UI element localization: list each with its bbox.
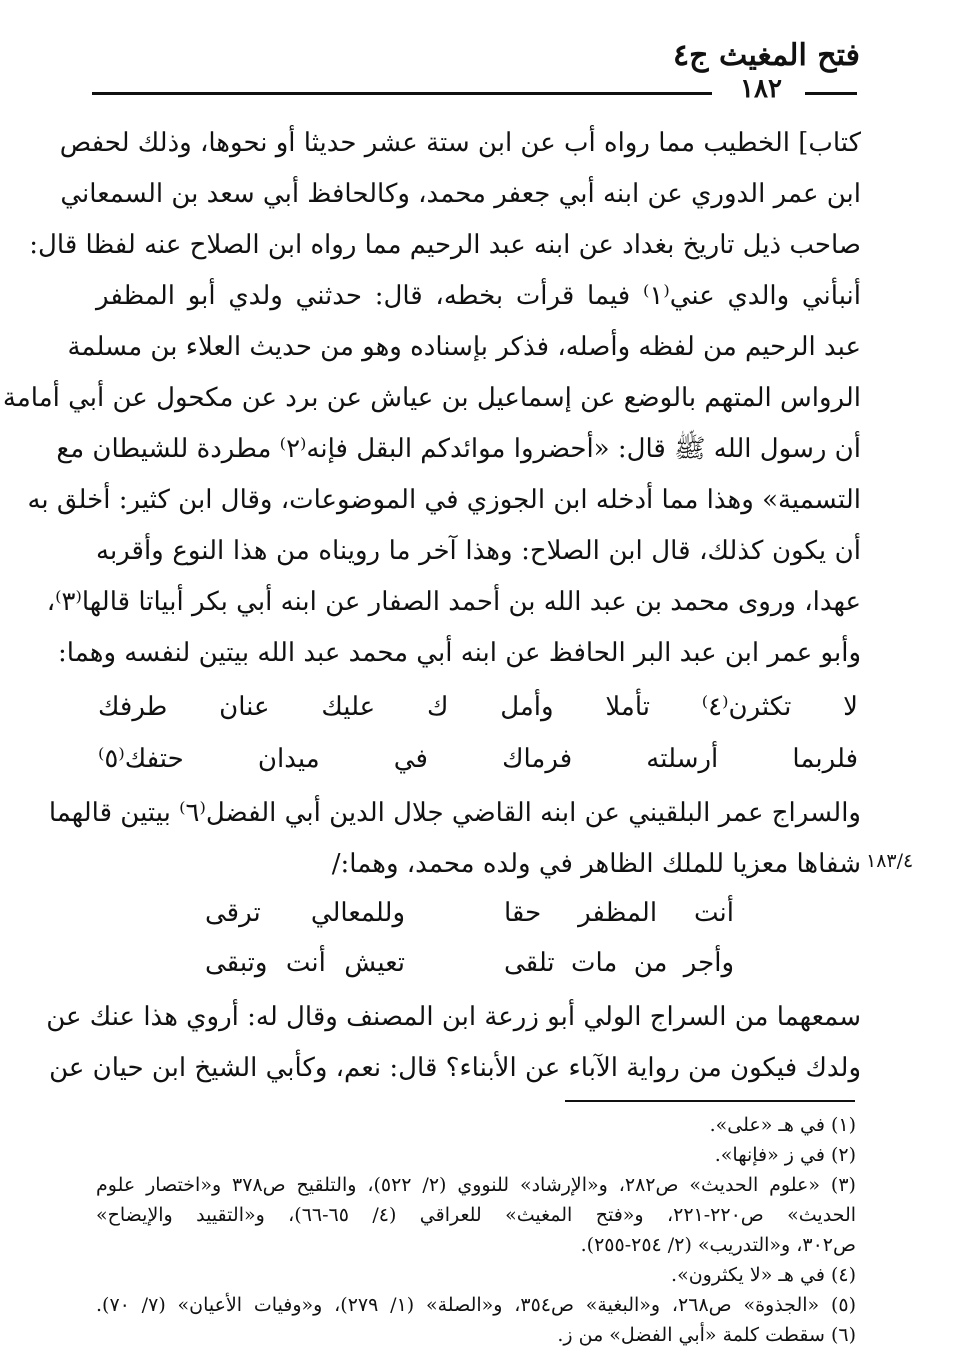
poem-verse: فلربما أرسلته فرماك في ميدان حتفك⁽٥⁾ [98,744,858,774]
body-line: كتاب] الخطيب مما رواه أب عن ابن ستة عشر حديثا أو نحوها، وذلك لحفص [59,128,861,158]
footnote: (٢) في ز «فإنها». [714,1144,856,1166]
footnote: (٥) «الجذوة» ص٢٦٨، و«البغية» ص٣٥٤، و«الصلة» (١/ ٢٧٩)، و«وفيات الأعيان» (٧/ ٧٠). [96,1294,856,1316]
footnote: الحديث» ص٢٢٠-٢٢١، و«فتح المغيث» للعراقي (٤/ ٦٥-٦٦)، و«التقييد والإيضاح» [96,1204,857,1226]
poem-verse: لا تكثرن⁽٤⁾ تأملا وأمل ك عليك عنان طرفك [98,692,858,722]
verse-hemistich-left: وللمعالي ترقى [205,898,405,928]
body-line: والسراج عمر البلقيني عن ابنه القاضي جلال الدين أبي الفضل⁽٦⁾ بيتين قالهما [48,798,861,828]
body-line: صاحب ذيل تاريخ بغداد عن ابنه عبد الرحيم مما رواه ابن الصلاح عنه لفظا قال: [29,230,861,260]
body-line: التسمية» وهذا مما أدخله ابن الجوزي في الموضوعات، وقال ابن كثير: أخلق به [27,485,861,515]
verse-hemistich-left: تعيش أنت وتبقى [205,948,405,978]
body-line: ولدك فيكون من رواية الآباء عن الأبناء؟ قال: نعم، وكأبي الشيخ ابن حيان عن [49,1053,861,1083]
body-line: أن رسول الله ﷺ قال: «أحضروا موائدكم البقل فإنه⁽٢⁾ مطردة للشيطان مع [56,434,861,464]
footnote: ص٣٠٢، و«التدريب» (٢/ ٢٥٤-٢٥٥). [580,1234,856,1256]
verse-hemistich-right: أنت المظفر حقا [504,898,734,928]
header-rule-right [805,92,857,95]
body-line: ابن عمر الدوري عن ابنه أبي جعفر محمد، وكالحافظ أبي سعد بن السمعاني [60,179,861,209]
margin-reference: ١٨٣/٤ [866,850,914,872]
body-line: وأبو عمر ابن عبد البر الحافظ عن ابنه أبي محمد عبد الله بيتين لنفسه وهما: [58,638,861,668]
header-rule [92,92,712,95]
body-line: شفاها معزيا للملك الظاهر في ولده محمد، وهما:/ [331,849,861,879]
running-title: فتح المغيث ج٤ [673,38,860,73]
footnote: (٣) «علوم الحديث» ص٢٨٢، و«الإرشاد» للنووي (٢/ ٥٢٢)، والتلقيح ص٣٧٨ و«اختصار علوم [96,1174,856,1196]
body-line: عهدا، وروى محمد بن عبد الله بن أحمد الصفار عن ابنه أبي بكر أبياتا قالها⁽٣⁾، [46,587,861,617]
page-number: ١٨٢ [740,74,782,104]
body-line: الرواس المتهم بالوضع عن إسماعيل بن عياش عن برد عن مكحول عن أبي أمامة [2,383,861,413]
footnote: (١) في هـ «على». [709,1114,856,1136]
body-line: سمعهما من السراج الولي أبو زرعة ابن المصنف وقال له: أروي هذا عنك عن [46,1002,861,1032]
footnote: (٦) سقطت كلمة «أبي الفضل» من ز. [557,1324,856,1346]
footnote-separator [565,1100,855,1102]
verse-hemistich-right: وأجر من مات تلقى [504,948,734,978]
body-line: أن يكون كذلك، قال ابن الصلاح: وهذا آخر ما رويناه من هذا النوع وأقربه [96,536,861,566]
body-line: عبد الرحيم من لفظه وأصله، فذكر بإسناده وهو من حديث العلاء بن مسلمة [67,332,861,362]
body-line: أنبأني والدي عني⁽١⁾ فيما قرأت بخطه، قال: حدثني ولدي أبو المظفر [96,281,861,311]
footnote: (٤) في هـ «لا يكثرون». [671,1264,856,1286]
